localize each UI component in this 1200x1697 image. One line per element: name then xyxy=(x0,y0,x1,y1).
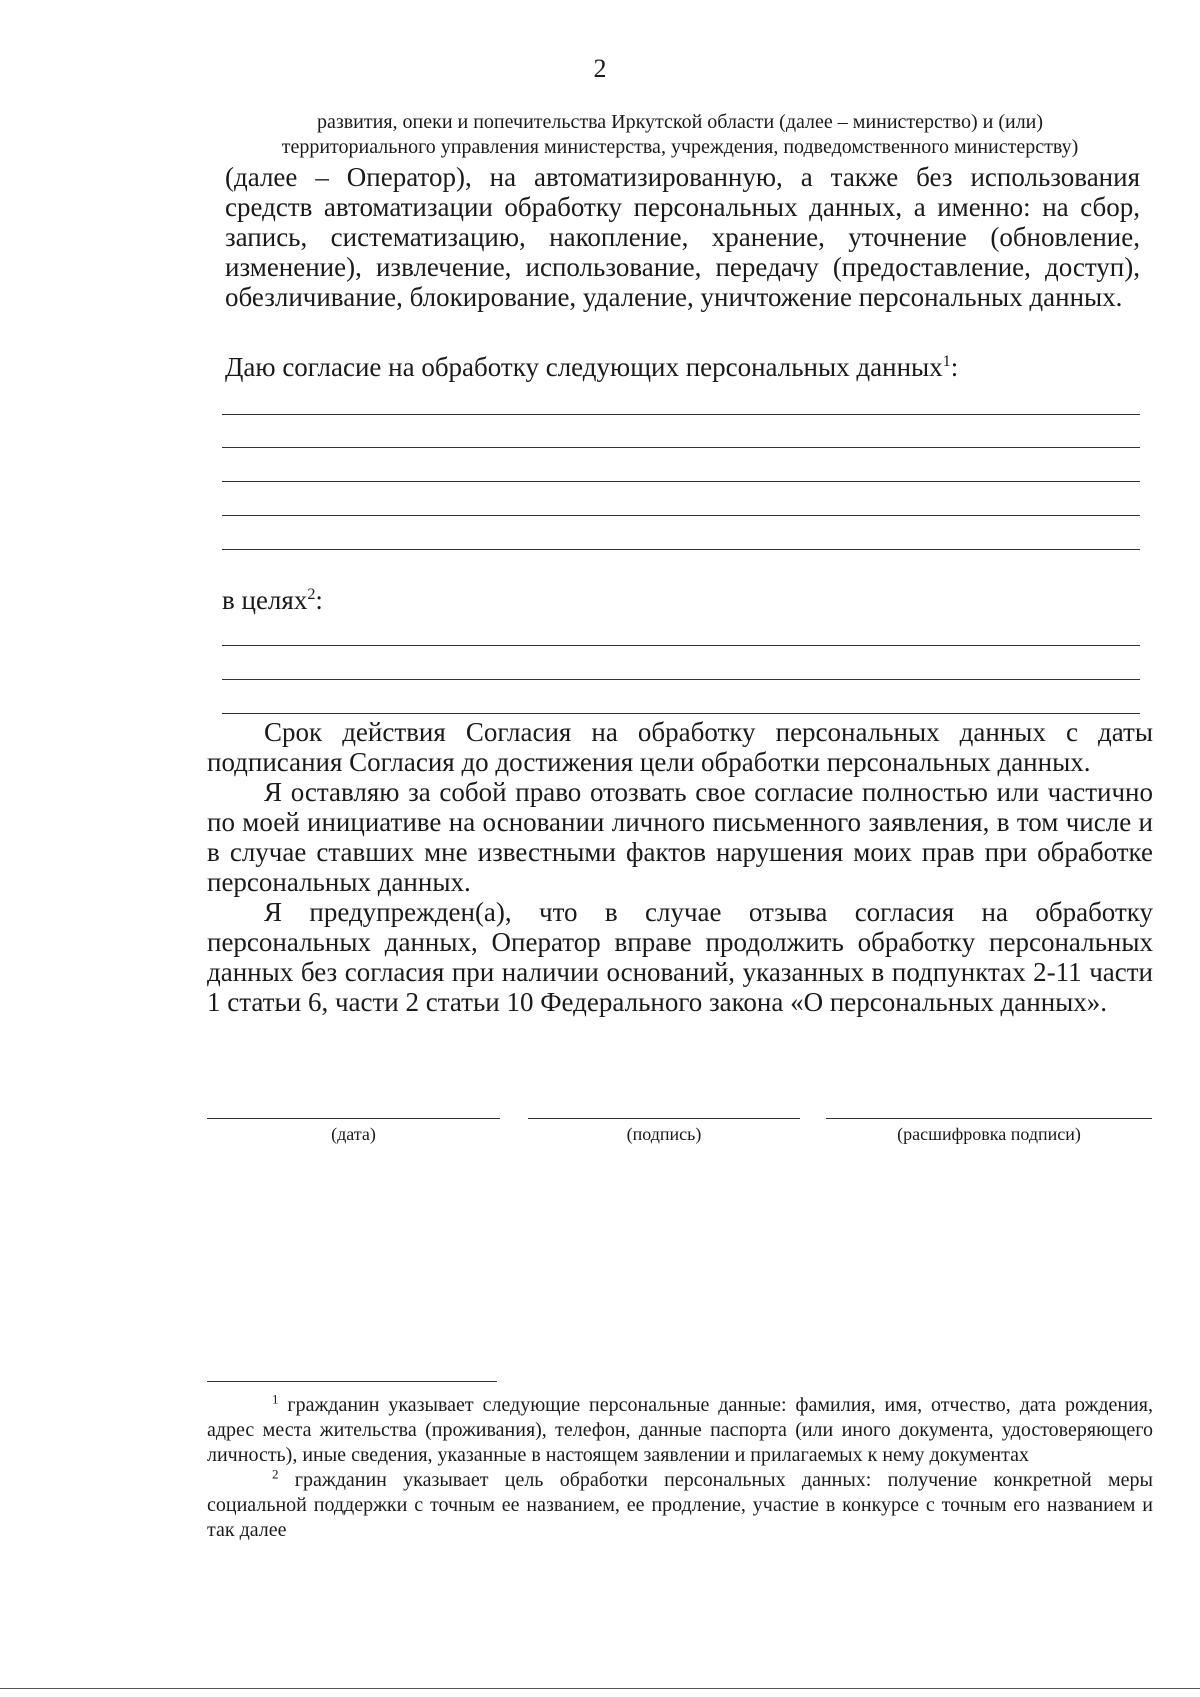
footnote-2 xyxy=(207,1468,1153,1543)
consent-withdrawal-paragraph: Я оставляю за собой право отозвать свое согласие полностью или частично по моей инициативе на основании личного письменного заявления, в том числе и в случае ставших мне известными фактов нарушения моих прав при обработке персональных данных. xyxy=(207,777,1153,897)
date-line[interactable] xyxy=(207,1118,500,1119)
consent-warning-paragraph: Я предупрежден(а), что в случае отзыва согласия на обработку персональных данных, Оператор вправе продолжить обработку персональных данных без согласия при наличии оснований, указанных в подпунктах 2-11 части 1 статьи 6, части 2 статьи 10 Федерального закона «О персональных данных». xyxy=(207,897,1153,1017)
date-caption: (дата) xyxy=(331,1124,376,1144)
personal-data-fill-line[interactable] xyxy=(222,447,1140,448)
footnote-ref-2: 2 xyxy=(307,585,316,603)
footnote-1 xyxy=(207,1393,1153,1468)
footnote-1-text: гражданин указывает следующие персональные данные: фамилия, имя, отчество, дата рождения, адрес места жительства (проживания), телефон, данные паспорта (или иного документа, удостоверяющего личность), иные сведения, указанные в настоящем заявлении и прилагаемых к нему документах xyxy=(207,1394,1153,1466)
signature-caption: (подпись) xyxy=(626,1124,702,1144)
purpose-fill-line[interactable] xyxy=(222,713,1140,714)
purpose-fill-line[interactable] xyxy=(222,679,1140,680)
footnote-1-mark: 1 xyxy=(272,1391,279,1407)
personal-data-fill-line[interactable] xyxy=(222,481,1140,482)
footnote-separator xyxy=(207,1381,497,1382)
personal-data-heading xyxy=(225,352,1140,382)
purpose-heading-colon: : xyxy=(315,585,323,615)
footnote-2-text: гражданин указывает цель обработки персональных данных: получение конкретной меры социальной поддержки с точным ее названием, ее продление, участие в конкурсе с точным его названием и так далее xyxy=(207,1469,1153,1541)
consent-paragraph: (далее – Оператор), на автоматизированную, а также без использования средств автоматизации обработку персональных данных, а именно: на сбор, запись, систематизацию, накопление, хранение, уточнение (обновление, изменение), извлечение, использование, передачу (предоставление, доступ), обезличивание, блокирование, удаление, уничтожение персональных данных. xyxy=(225,162,1140,312)
footnotes xyxy=(207,1393,1153,1543)
personal-data-heading-text: Даю согласие на обработку следующих персональных данных xyxy=(225,352,943,382)
consent-terms xyxy=(207,717,1153,1017)
consent-validity-paragraph: Срок действия Согласия на обработку персональных данных с даты подписания Согласия до достижения цели обработки персональных данных. xyxy=(207,717,1153,777)
purpose-heading-text: в целях xyxy=(222,585,308,615)
personal-data-fill-line[interactable] xyxy=(222,414,1140,415)
operator-name-caption xyxy=(220,110,1140,160)
signature-decoding-caption: (расшифровка подписи) xyxy=(897,1124,1081,1144)
personal-data-heading-colon: : xyxy=(950,352,959,382)
purpose-heading xyxy=(222,585,822,615)
page-bottom-edge xyxy=(0,1688,1200,1689)
footnote-ref-1: 1 xyxy=(942,352,951,370)
purpose-fill-line[interactable] xyxy=(222,645,1140,646)
page-number: 2 xyxy=(593,54,607,83)
operator-caption-line-2: территориального управления министерства, учреждения, подведомственного министерству) xyxy=(281,136,1079,158)
operator-caption-line-1: развития, опеки и попечительства Иркутской области (далее – министерство) и (или) xyxy=(316,111,1044,133)
footnote-2-mark: 2 xyxy=(272,1466,279,1482)
signature-line[interactable] xyxy=(528,1118,800,1119)
personal-data-fill-line[interactable] xyxy=(222,515,1140,516)
signature-decoding-line[interactable] xyxy=(826,1118,1152,1119)
personal-data-fill-line[interactable] xyxy=(222,549,1140,550)
